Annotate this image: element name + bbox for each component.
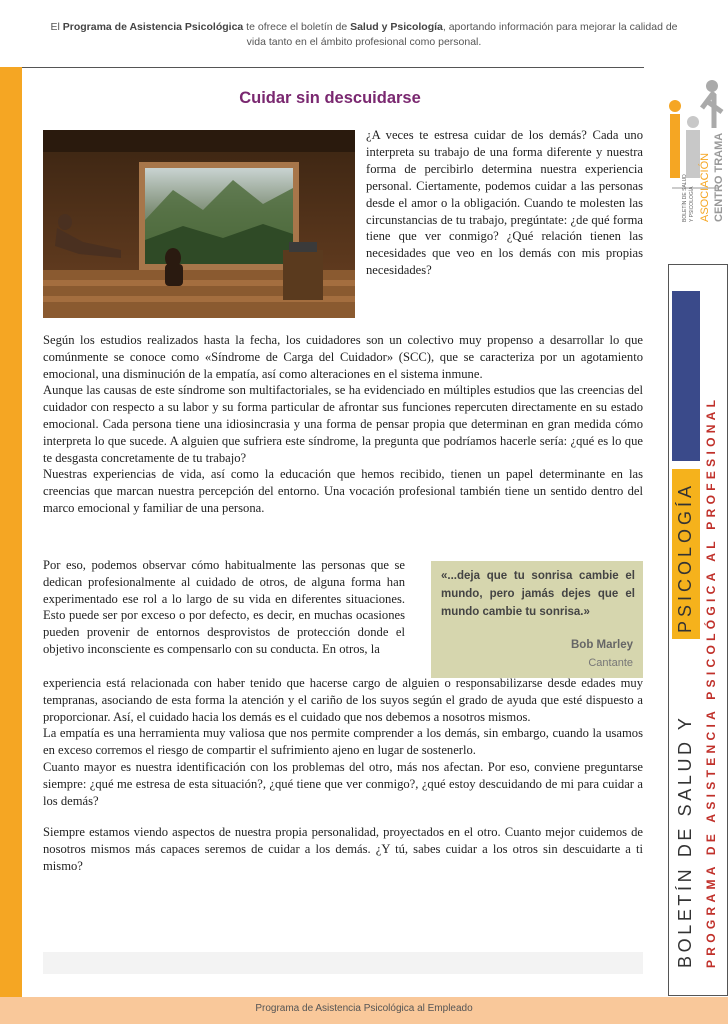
header-program-name: Programa de Asistencia Psicológica <box>62 21 244 33</box>
header-text-1: El <box>50 21 63 33</box>
paragraph-4-end: experiencia está relacionada con haber tenido que hacerse cargo de alguien o responsabilizarse desde edades muy tempranas, asociando de esta forma la atención y el cariño de los suyos según el grado de ayuda que esté dispuesto a proporcionar. Así, el cuidado hacia los demás es el cuidado que nos debemos a nosotros mismos. <box>43 676 643 724</box>
header-bulletin-name: Salud y Psicología <box>350 21 443 33</box>
article-body-top <box>43 332 643 517</box>
logo-small-text-1: BOLETÍN DE SALUD <box>682 174 688 222</box>
quote-author: Bob Marley <box>571 639 633 651</box>
left-accent-bar <box>0 67 22 997</box>
article-title: Cuidar sin descuidarse <box>239 89 421 107</box>
header-text-2: te ofrece el boletín de <box>243 21 351 33</box>
logo-org-text-1: ASOCIACIÓN <box>699 152 711 222</box>
quote-box <box>431 561 643 678</box>
footer-text: Programa de Asistencia Psicológica al Empleado <box>255 1003 473 1014</box>
sidebar-psicologia-block <box>672 469 700 639</box>
sidebar-program-label: PROGRAMA DE ASISTENCIA PSICOLÓGICA AL PROFESIONAL <box>704 395 718 968</box>
sauna-photo <box>43 130 355 318</box>
paragraph-6: Cuanto mayor es nuestra identificación con los problemas del otro, más nos afectan. Por eso, conviene preguntarse siempre: ¿qué me estresa de esta situación?, ¿qué tiene que ver conmigo?, ¿qué estoy descuidando de mi para cuidar a los demás? <box>43 759 643 808</box>
sidebar-bulletin-label: BOLETÍN DE SALUD Y <box>675 714 695 968</box>
intro-paragraph: ¿A veces te estresa cuidar de los demás? Cada uno interpreta su trabajo de una forma diferente y nuestra forma de percibirlo determina nuestra experiencia personal. Ciertamente, podemos cuidar a las personas desde el amor o la obligación. Cuando te molesten las circunstancias de tu trabajo, pregúntate: ¿de qué forma tiene que ver conmigo? ¿Qué relación tienen las necesidades que veo en los demás con mis propias necesidades? <box>366 128 643 278</box>
bottom-shade <box>43 952 643 974</box>
paragraph-3: Nuestras experiencias de vida, así como la educación que hemos recibido, tienen un papel determinante en las creencias que marcan nuestra percepción del entorno. Una vocación profesional también tiene un sentido dentro del marco emocional y familiar de una persona. <box>43 467 643 515</box>
sidebar-vertical-title <box>668 264 728 996</box>
sidebar-psicologia-label: PSICOLOGÍA <box>675 481 695 633</box>
centro-trama-logo <box>662 72 728 222</box>
sidebar-blue-block <box>672 291 700 461</box>
quote-author-role: Cantante <box>588 657 633 669</box>
logo-small-text-2: Y PSICOLOGÍA <box>689 186 695 222</box>
logo-figures-icon <box>662 72 728 222</box>
paragraph-7: Siempre estamos viendo aspectos de nuestra propia personalidad, proyectados en el otro. Cuanto mejor cuidemos de nosotros mismos más capaces seremos de cuidar a los demás. ¿Y tú, sabes cuidar a los otros sin descuidarte a ti mismo? <box>43 825 643 873</box>
quote-text: «...deja que tu sonrisa cambie el mundo, pero jamás dejes que el mundo cambie tu sonrisa.» <box>441 570 635 618</box>
paragraph-2: Aunque las causas de este síndrome son multifactoriales, se ha evidenciado en múltiples estudios que las creencias del cuidador con respecto a su labor y su forma particular de afrontar sus funciones repercuten directamente en su estado emocional. Cada persona tiene una idiosincrasia y una forma de pensar propia que determinan en gran medida cómo interpreta lo que sucede. A alguien que sufriera este síndrome, la pregunta que podríamos hacerle sería: ¿qué es lo que te desgasta concretamente de tu trabajo? <box>43 383 643 465</box>
paragraph-gap <box>43 809 643 824</box>
header-text-3: , aportando información para mejorar la calidad de vida tanto en el ámbito profesional como personal. <box>246 21 678 48</box>
paragraph-4-start: Por eso, podemos observar cómo habitualmente las personas que se dedican profesionalmente al cuidado de otros, de alguna forma han experimentado ese rol a lo largo de su vida en diferentes situaciones. Esto puede ser por exceso o por defecto, es decir, en muchas ocasiones pueden provenir de entornos desprovistos de protección donde el objetivo inconsciente es compensarlo con su conducta. En otros, la <box>43 558 405 656</box>
header-intro <box>40 20 688 50</box>
paragraph-1: Según los estudios realizados hasta la fecha, los cuidadores son un colectivo muy propenso a desarrollar lo que comúnmente se conoce como «Síndrome de Carga del Cuidador» (SCC), que se caracteriza por un agotamiento emocional, una disminución de la empatía, así como alteraciones en el sistema inmune. <box>43 333 643 381</box>
article-body-bottom <box>43 675 643 875</box>
paragraph-5: La empatía es una herramienta muy valiosa que nos permite comprender a los demás, sin embargo, cuando la usamos en exceso corremos el riesgo de compartir el sufrimiento ajeno en lugar de sostenerlo. <box>43 726 643 758</box>
sauna-photo-image <box>43 130 355 318</box>
header-divider <box>22 67 644 68</box>
logo-org-text-2: CENTRO TRAMA <box>713 132 725 222</box>
